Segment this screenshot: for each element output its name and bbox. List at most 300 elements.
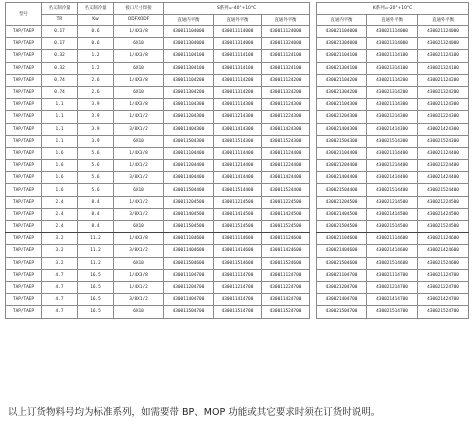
column-gap-cell [310,294,317,306]
table-row [6,62,469,74]
cell-kw: 16.5 [78,269,114,281]
column-gap-cell [310,208,317,220]
cell-k-ext: 430021114100 [367,50,418,62]
cell-k-int: 430021204500 [317,196,367,208]
cell-k-ext: 430021314100 [367,62,418,74]
cell-k-int: 430021104300 [317,99,367,111]
cell-k-ext2: 430021124600 [418,233,469,245]
cell-conn: 1/4X3/8 [114,74,164,86]
valve-spec-table [5,2,469,319]
header-model: 型号 [6,3,42,26]
cell-kw: 0.6 [78,38,114,50]
cell-conn: 1/4X1/2 [114,281,164,293]
cell-k-ext: 430021214300 [367,111,418,123]
table-row [6,86,469,98]
cell-s-ext2: 430011324100 [262,62,310,74]
cell-tr: 1.6 [42,147,78,159]
cell-k-int: 430021104400 [317,147,367,159]
cell-conn: 3/8X1/2 [114,294,164,306]
cell-s-ext2: 430011224700 [262,281,310,293]
cell-model: TAP/TAEP [6,147,42,159]
cell-conn: 3/8X1/2 [114,245,164,257]
cell-k-int: 430021204400 [317,160,367,172]
cell-s-int: 430011304000 [164,38,214,50]
table-row [6,160,469,172]
cell-tr: 1.1 [42,135,78,147]
cell-k-ext2: 430021224300 [418,111,469,123]
table-row [6,147,469,159]
cell-k-ext: 430021514500 [367,221,418,233]
cell-s-ext: 430011414400 [214,172,262,184]
cell-k-ext2: 430021424300 [418,123,469,135]
header-unit-tr: TR [42,14,78,26]
cell-s-int: 430011504400 [164,184,214,196]
cell-conn: 3/8X1/2 [114,208,164,220]
table-row [6,306,469,318]
cell-s-ext2: 430011424700 [262,294,310,306]
cell-model: TAP/TAEP [6,135,42,147]
cell-tr: 1.6 [42,184,78,196]
cell-kw: 8.4 [78,196,114,208]
cell-s-ext2: 430011124200 [262,74,310,86]
cell-k-ext2: 430021124300 [418,99,469,111]
cell-model: TAP/TAEP [6,221,42,233]
column-gap-cell [310,196,317,208]
cell-s-int: 430011104300 [164,99,214,111]
cell-k-int: 430021504700 [317,306,367,318]
cell-k-ext2: 430021424600 [418,245,469,257]
cell-kw: 11.2 [78,257,114,269]
cell-s-int: 430011204500 [164,196,214,208]
cell-s-ext: 430011114000 [214,26,262,38]
cell-model: TAP/TAEP [6,74,42,86]
cell-k-int: 430021204300 [317,111,367,123]
cell-s-ext2: 430011124700 [262,269,310,281]
cell-k-ext: 430021414300 [367,123,418,135]
cell-kw: 2.6 [78,86,114,98]
cell-k-int: 430021504400 [317,184,367,196]
cell-s-ext: 430011114200 [214,74,262,86]
cell-s-ext2: 430011424400 [262,172,310,184]
cell-model: TAP/TAEP [6,184,42,196]
header-s-outer-2: 直通外平衡 [262,14,310,26]
cell-s-int: 430011104100 [164,50,214,62]
cell-conn: 6X10 [114,38,164,50]
column-gap-cell [310,86,317,98]
cell-tr: 2.4 [42,196,78,208]
cell-s-int: 430011304200 [164,86,214,98]
cell-k-int: 430021304000 [317,38,367,50]
cell-k-ext2: 430021224400 [418,160,469,172]
table-row [6,99,469,111]
cell-k-int: 430021404700 [317,294,367,306]
table-row [6,245,469,257]
cell-conn: 1/4X1/2 [114,196,164,208]
column-gap-cell [310,135,317,147]
cell-s-ext: 430011214300 [214,111,262,123]
cell-k-int: 430021304200 [317,86,367,98]
cell-conn: 1/4X1/2 [114,111,164,123]
cell-conn: 1/4X3/8 [114,50,164,62]
cell-conn: 3/8X1/2 [114,123,164,135]
cell-model: TAP/TAEP [6,294,42,306]
cell-s-ext2: 430011224300 [262,111,310,123]
table-row [6,172,469,184]
cell-k-ext: 430021514600 [367,257,418,269]
cell-tr: 4.7 [42,306,78,318]
header-nominal-cooling: 名义制冷量 [78,3,114,15]
table-row [6,281,469,293]
cell-kw: 8.4 [78,221,114,233]
column-gap-cell [310,26,317,38]
table-row [6,294,469,306]
spec-table-container [5,2,468,319]
cell-s-int: 430011204300 [164,111,214,123]
cell-tr: 1.1 [42,99,78,111]
cell-tr: 1.1 [42,111,78,123]
cell-s-ext: 430011314200 [214,86,262,98]
cell-k-int: 430021404400 [317,172,367,184]
cell-s-ext: 430011114400 [214,147,262,159]
cell-tr: 3.2 [42,257,78,269]
cell-s-ext: 430011514700 [214,306,262,318]
cell-conn: 6X10 [114,86,164,98]
header-k-outer-2: 直通外平衡 [418,14,469,26]
cell-model: TAP/TAEP [6,196,42,208]
cell-s-int: 430011404400 [164,172,214,184]
cell-model: TAP/TAEP [6,50,42,62]
cell-kw: 3.9 [78,111,114,123]
cell-s-int: 430011204400 [164,160,214,172]
cell-s-ext2: 430011124000 [262,26,310,38]
header-k-inner: 直通内平衡 [317,14,367,26]
column-gap-cell [310,62,317,74]
cell-k-ext2: 430021524700 [418,306,469,318]
cell-k-ext2: 430021124100 [418,50,469,62]
cell-conn: 1/4X1/2 [114,160,164,172]
cell-s-ext: 430011114100 [214,50,262,62]
cell-tr: 4.7 [42,294,78,306]
cell-conn: 1/4X3/8 [114,147,164,159]
cell-tr: 0.17 [42,26,78,38]
cell-s-int: 430011404300 [164,123,214,135]
cell-s-int: 430011204700 [164,281,214,293]
cell-s-ext: 430011214700 [214,281,262,293]
cell-k-ext: 430021214500 [367,196,418,208]
header-s-series: S系列=-40°+10°C [164,3,310,15]
cell-model: TAP/TAEP [6,86,42,98]
cell-kw: 3.9 [78,99,114,111]
cell-conn: 6X10 [114,62,164,74]
cell-kw: 11.2 [78,245,114,257]
cell-k-ext: 430021114700 [367,269,418,281]
cell-k-int: 430021404300 [317,123,367,135]
cell-model: TAP/TAEP [6,172,42,184]
cell-kw: 2.6 [78,74,114,86]
cell-kw: 5.6 [78,160,114,172]
cell-s-ext2: 430011324000 [262,38,310,50]
cell-model: TAP/TAEP [6,233,42,245]
cell-conn: 6X10 [114,135,164,147]
cell-tr: 3.2 [42,245,78,257]
cell-k-int: 430021504300 [317,135,367,147]
cell-conn: 6X10 [114,257,164,269]
cell-conn: 3/8X1/2 [114,172,164,184]
cell-k-ext2: 430021524500 [418,221,469,233]
table-row [6,123,469,135]
cell-k-ext: 430021114400 [367,147,418,159]
column-gap-cell [310,50,317,62]
cell-k-int: 430021304100 [317,62,367,74]
cell-s-ext: 430011314100 [214,62,262,74]
cell-k-int: 430021404500 [317,208,367,220]
cell-s-ext: 430011414500 [214,208,262,220]
cell-tr: 1.6 [42,160,78,172]
cell-model: TAP/TAEP [6,257,42,269]
cell-model: TAP/TAEP [6,62,42,74]
cell-k-ext: 430021414700 [367,294,418,306]
header-k-outer: 直通外平衡 [367,14,418,26]
cell-tr: 2.4 [42,208,78,220]
table-row [6,38,469,50]
cell-s-int: 430011404700 [164,294,214,306]
column-gap-cell [310,160,317,172]
table-body [6,26,469,319]
cell-model: TAP/TAEP [6,26,42,38]
cell-k-int: 430021404600 [317,245,367,257]
cell-s-ext2: 430011124600 [262,233,310,245]
cell-model: TAP/TAEP [6,245,42,257]
table-row [6,184,469,196]
cell-tr: 1.6 [42,172,78,184]
cell-k-int: 430021104700 [317,269,367,281]
cell-s-ext2: 430011224500 [262,196,310,208]
cell-k-ext2: 430021224700 [418,281,469,293]
table-row [6,233,469,245]
cell-k-ext2: 430021524300 [418,135,469,147]
cell-model: TAP/TAEP [6,306,42,318]
header-s-outer: 直通外平衡 [214,14,262,26]
order-note: 以上订货物料号均为标准系列，如需要带 BP、MOP 功能或其它要求时须在订货时说明。 [8,407,381,418]
table-row [6,111,469,123]
column-gap-cell [310,281,317,293]
cell-k-ext2: 430021424700 [418,294,469,306]
cell-s-ext2: 430011124100 [262,50,310,62]
column-gap [310,3,317,26]
cell-k-ext: 430021314200 [367,86,418,98]
table-row [6,269,469,281]
column-gap-cell [310,111,317,123]
cell-model: TAP/TAEP [6,160,42,172]
cell-k-ext2: 430021524400 [418,184,469,196]
cell-s-ext: 430011514600 [214,257,262,269]
cell-tr: 0.17 [42,38,78,50]
cell-k-ext: 430021214700 [367,281,418,293]
cell-tr: 0.32 [42,62,78,74]
column-gap-cell [310,257,317,269]
cell-s-int: 430011504700 [164,306,214,318]
cell-k-ext: 430021414600 [367,245,418,257]
cell-s-ext: 430011414700 [214,294,262,306]
cell-s-ext2: 430011524500 [262,221,310,233]
cell-tr: 0.32 [42,50,78,62]
cell-s-ext2: 430011324200 [262,86,310,98]
cell-s-ext2: 430011524600 [262,257,310,269]
column-gap-cell [310,74,317,86]
cell-s-ext: 430011514500 [214,221,262,233]
cell-model: TAP/TAEP [6,269,42,281]
cell-k-ext2: 430021124200 [418,74,469,86]
cell-kw: 5.6 [78,184,114,196]
header-connection-sub: ODFXODF [114,14,164,26]
column-gap-cell [310,99,317,111]
cell-s-int: 430011504300 [164,135,214,147]
cell-conn: 1/4X3/8 [114,233,164,245]
cell-k-ext2: 430021424400 [418,172,469,184]
cell-model: TAP/TAEP [6,123,42,135]
cell-k-ext: 430021114300 [367,99,418,111]
cell-s-ext: 430011214400 [214,160,262,172]
cell-tr: 4.7 [42,269,78,281]
cell-s-ext2: 430011124300 [262,99,310,111]
cell-tr: 0.74 [42,74,78,86]
column-gap-cell [310,172,317,184]
cell-k-int: 430021204700 [317,281,367,293]
cell-k-ext2: 430021124400 [418,147,469,159]
table-row [6,135,469,147]
cell-s-int: 430011404600 [164,245,214,257]
cell-conn: 6X10 [114,184,164,196]
cell-kw: 16.5 [78,306,114,318]
cell-tr: 0.74 [42,86,78,98]
cell-kw: 16.5 [78,281,114,293]
cell-conn: 6X10 [114,306,164,318]
cell-kw: 3.9 [78,123,114,135]
header-connection: 接口尺寸焊接 [114,3,164,15]
cell-s-ext2: 430011524700 [262,306,310,318]
cell-kw: 1.2 [78,62,114,74]
cell-kw: 8.4 [78,208,114,220]
cell-k-ext: 430021514300 [367,135,418,147]
cell-k-ext2: 430021524600 [418,257,469,269]
cell-k-ext: 430021114200 [367,74,418,86]
cell-s-ext2: 430011124400 [262,147,310,159]
cell-s-ext: 430011114700 [214,269,262,281]
cell-k-ext: 430021414500 [367,208,418,220]
cell-s-int: 430011504600 [164,257,214,269]
column-gap-cell [310,245,317,257]
cell-k-ext: 430021414400 [367,172,418,184]
cell-kw: 5.6 [78,147,114,159]
cell-tr: 3.2 [42,233,78,245]
column-gap-cell [310,221,317,233]
cell-conn: 1/4X3/8 [114,269,164,281]
cell-k-ext2: 430021324000 [418,38,469,50]
cell-kw: 11.2 [78,233,114,245]
cell-kw: 3.9 [78,135,114,147]
cell-k-ext: 430021214400 [367,160,418,172]
cell-k-ext2: 430021324100 [418,62,469,74]
cell-k-int: 430021504600 [317,257,367,269]
table-row [6,74,469,86]
cell-s-ext2: 430011424300 [262,123,310,135]
cell-model: TAP/TAEP [6,111,42,123]
cell-model: TAP/TAEP [6,208,42,220]
column-gap-cell [310,184,317,196]
column-gap-cell [310,147,317,159]
cell-s-ext: 430011414600 [214,245,262,257]
cell-k-ext: 430021114600 [367,233,418,245]
cell-s-int: 430011104000 [164,26,214,38]
cell-k-int: 430021504500 [317,221,367,233]
cell-s-int: 430011104400 [164,147,214,159]
cell-s-ext: 430011114600 [214,233,262,245]
cell-s-ext: 430011314000 [214,38,262,50]
cell-s-ext: 430011114300 [214,99,262,111]
header-s-inner: 直通内平衡 [164,14,214,26]
cell-conn: 6X10 [114,221,164,233]
cell-tr: 1.1 [42,123,78,135]
cell-s-int: 430011104200 [164,74,214,86]
cell-k-int: 430021104200 [317,74,367,86]
table-row [6,50,469,62]
cell-k-ext2: 430021324200 [418,86,469,98]
cell-conn: 1/4X3/8 [114,26,164,38]
cell-k-int: 430021104100 [317,50,367,62]
cell-k-ext2: 430021124000 [418,26,469,38]
cell-s-ext: 430011514400 [214,184,262,196]
cell-s-ext2: 430011424500 [262,208,310,220]
table-row [6,257,469,269]
cell-k-ext2: 430021224500 [418,196,469,208]
cell-model: TAP/TAEP [6,99,42,111]
cell-s-int: 430011404500 [164,208,214,220]
table-row [6,221,469,233]
cell-k-ext: 430021514700 [367,306,418,318]
cell-kw: 5.6 [78,172,114,184]
cell-s-ext2: 430011524300 [262,135,310,147]
cell-model: TAP/TAEP [6,281,42,293]
cell-s-ext: 430011514300 [214,135,262,147]
column-gap-cell [310,233,317,245]
cell-kw: 0.6 [78,26,114,38]
header-k-series: K系列=-20°+10°C [317,3,469,15]
cell-s-int: 430011504500 [164,221,214,233]
column-gap-cell [310,306,317,318]
cell-s-ext2: 430011224400 [262,160,310,172]
column-gap-cell [310,123,317,135]
header-unit-kw: Kw [78,14,114,26]
cell-tr: 4.7 [42,281,78,293]
cell-s-ext2: 430011424600 [262,245,310,257]
header-rated-cooling: 名义制冷量 [42,3,78,15]
cell-k-ext: 430021514400 [367,184,418,196]
cell-k-ext: 430021314000 [367,38,418,50]
cell-k-int: 430021104600 [317,233,367,245]
table-row [6,26,469,38]
cell-k-ext2: 430021424500 [418,208,469,220]
cell-k-ext: 430021114000 [367,26,418,38]
cell-s-ext2: 430011524400 [262,184,310,196]
cell-k-int: 430021104000 [317,26,367,38]
cell-s-int: 430011104700 [164,269,214,281]
cell-s-ext: 430011214500 [214,196,262,208]
table-row [6,196,469,208]
cell-k-ext2: 430021124700 [418,269,469,281]
column-gap-cell [310,38,317,50]
cell-kw: 1.2 [78,50,114,62]
cell-s-int: 430011304100 [164,62,214,74]
